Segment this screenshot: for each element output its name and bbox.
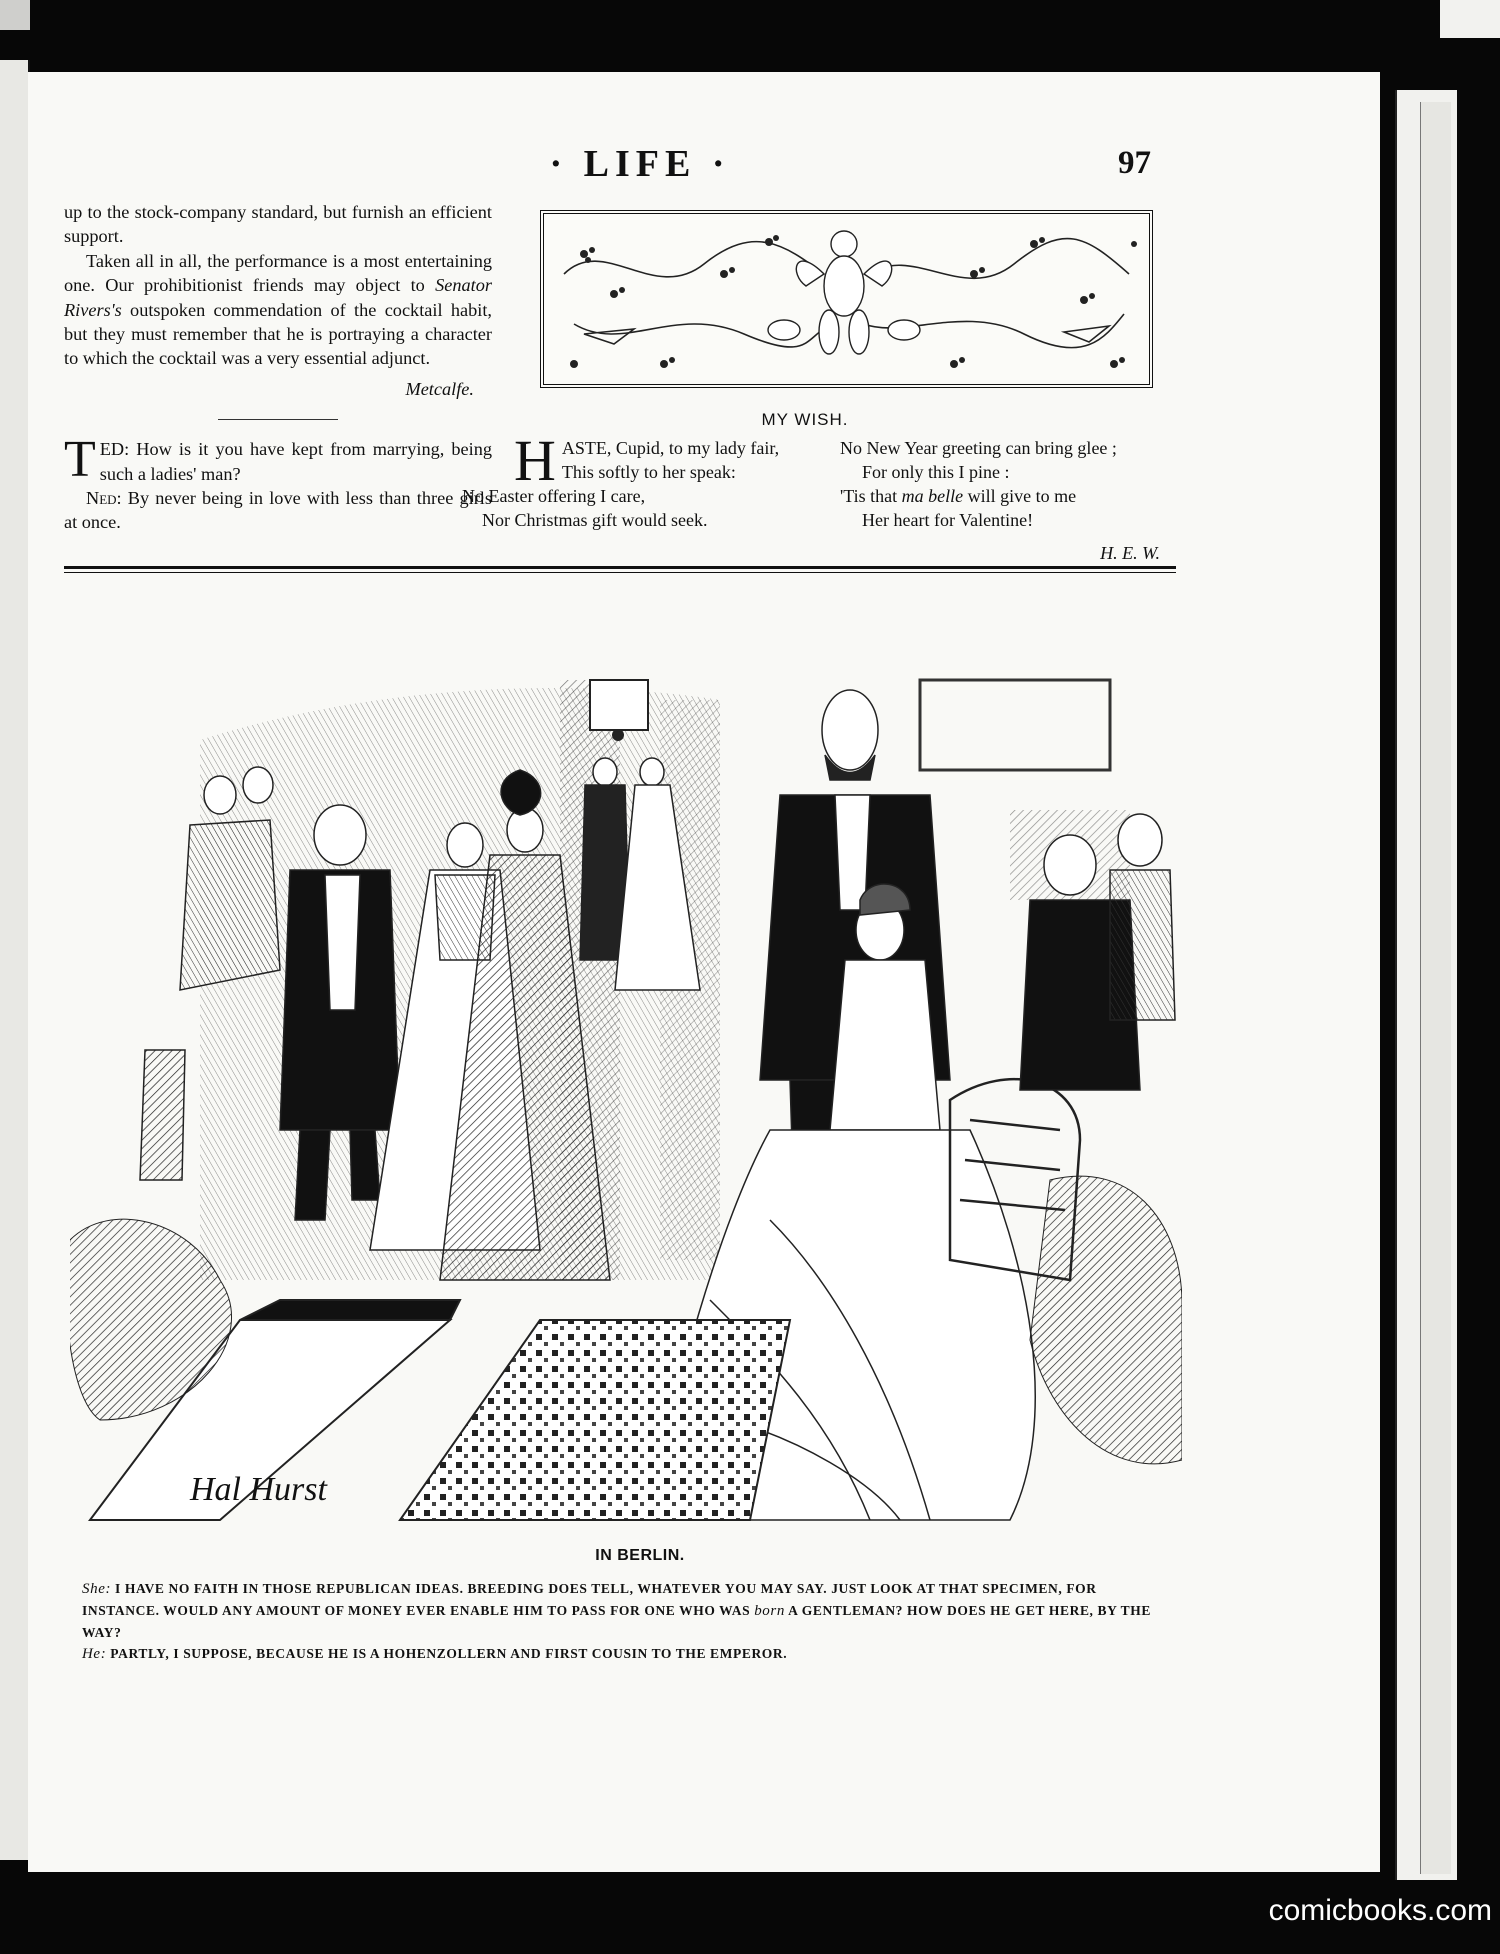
left-column [64, 200, 492, 535]
review-text-b: outspoken commendation of the cocktail habit, but they must remember that he is portraying a character to which the cocktail was a very essential adjunct. [64, 299, 492, 369]
poem-column-2 [840, 436, 1180, 532]
poem-emphasis: ma belle [901, 486, 964, 506]
review-signature: Metcalfe. [405, 378, 474, 399]
cupid-vignette [540, 210, 1153, 388]
cupid-vignette-drawing [544, 214, 1149, 384]
ted-speaker: ED [99, 439, 125, 460]
ned-line [64, 486, 492, 535]
caption-text: PARTLY, I SUPPOSE, BECAUSE HE IS A HOHENZOLLERN AND FIRST COUSIN TO THE EMPEROR. [106, 1646, 788, 1661]
review-paragraph-2 [64, 249, 492, 371]
ted-text: : How is it you have kept from marrying, being such a ladies' man? [99, 439, 492, 484]
poem-line [840, 484, 1180, 508]
cartoon-caption [82, 1578, 1172, 1665]
review-paragraph-1: up to the stock-company standard, but furnish an efficient support. [64, 202, 492, 247]
ned-speaker: Ned [86, 488, 117, 509]
previous-page-corner [0, 0, 30, 30]
ned-text: : By never being in love with less than three girls at once. [64, 488, 492, 533]
poem-line: No New Year greeting can bring glee ; [840, 438, 1117, 458]
ted-dropcap: T [64, 431, 96, 489]
poem-line: Nor Christmas gift would seek. [482, 510, 708, 530]
cartoon-title: IN BERLIN. [595, 1547, 685, 1564]
poem-line: Her heart for Valentine! [862, 510, 1034, 530]
ballroom-illustration [70, 660, 1182, 1540]
speaker-she: She: [82, 1581, 112, 1597]
caption-she-line [82, 1578, 1172, 1643]
binding-gutter [0, 60, 30, 1860]
section-divider [218, 419, 338, 420]
poem-author-initials: H. E. W. [1100, 543, 1160, 563]
ballroom-engraving [70, 660, 1182, 1540]
caption-he-line [82, 1643, 1172, 1665]
site-watermark: comicbooks.com [1268, 1894, 1492, 1927]
poem-text: will give to me [963, 486, 1077, 506]
caption-emphasis: born [754, 1603, 785, 1619]
joke-dialogue [64, 431, 492, 535]
poem-column-1 [462, 428, 844, 532]
caption-text: I HAVE NO FAITH IN THOSE REPUBLICAN IDEAS. BREEDING DOES TELL, WHATEVER YOU MAY SAY. JUST LOOK AT THAT SPECIMEN, FOR INSTANCE. WOULD ANY AMOUNT OF MONEY EVER ENABLE HIM TO PASS FOR ONE WHO WAS [82, 1581, 1097, 1618]
magazine-title: · LIFE · [549, 143, 731, 185]
poem-line: ASTE, Cupid, to my lady fair, [561, 438, 780, 458]
previous-page-edge [1440, 0, 1500, 38]
poem-title: MY WISH. [761, 410, 849, 429]
scan-top-border [0, 0, 1500, 60]
ted-line [64, 431, 492, 489]
page-stack-edge-inner [1420, 102, 1451, 1874]
poem-line: For only this I pine : [862, 462, 1010, 482]
artist-signature: Hal Hurst [190, 1471, 327, 1508]
caption-text: A GENTLEMAN? HOW DOES HE GET HERE, BY THE WAY? [82, 1603, 1151, 1640]
poem-line: No Easter offering I care, [462, 486, 646, 506]
section-rule-thick [64, 566, 1176, 569]
section-rule-thin [64, 572, 1176, 573]
review-text-a: Taken all in all, the performance is a most entertaining one. Our prohibitionist friends may object to [64, 250, 492, 296]
poem-dropcap: H [514, 428, 556, 493]
review-senator-name: Senator Rivers's [64, 275, 492, 320]
page-number: 97 [1118, 145, 1151, 181]
poem-text: 'Tis that [840, 486, 902, 506]
speaker-he: He: [82, 1646, 107, 1662]
poem-line: This softly to her speak: [561, 462, 736, 482]
